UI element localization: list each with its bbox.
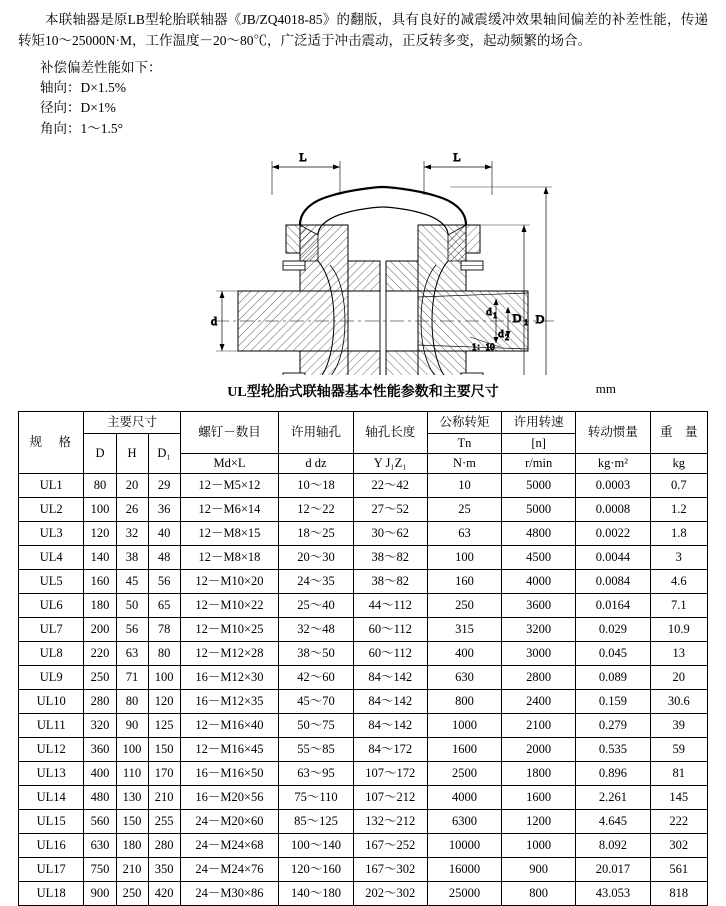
table-cell: 24－M24×76 <box>180 857 279 881</box>
table-cell: 170 <box>148 761 180 785</box>
table-cell: 560 <box>84 809 116 833</box>
table-cell: 360 <box>84 737 116 761</box>
table-cell: UL2 <box>19 497 84 521</box>
table-row <box>19 713 708 737</box>
table-cell: UL7 <box>19 617 84 641</box>
table-cell: 0.0044 <box>576 545 650 569</box>
table-cell: 84～172 <box>353 737 427 761</box>
header-D1: D₁ <box>148 433 180 473</box>
table-cell: 78 <box>148 617 180 641</box>
table-cell: 210 <box>116 857 148 881</box>
table-cell: 2400 <box>502 689 576 713</box>
header-rmin: r/min <box>502 453 576 473</box>
table-cell: 39 <box>650 713 707 737</box>
table-cell: 1800 <box>502 761 576 785</box>
table-cell: 25 <box>427 497 501 521</box>
table-cell: 132～212 <box>353 809 427 833</box>
table-cell: UL10 <box>19 689 84 713</box>
header-Tn: Tn <box>427 433 501 453</box>
parameters-table <box>18 411 708 906</box>
table-cell: 280 <box>148 833 180 857</box>
table-cell: 100 <box>148 665 180 689</box>
table-row <box>19 641 708 665</box>
header-MdL: Md×L <box>180 453 279 473</box>
table-cell: 48 <box>148 545 180 569</box>
table-cell: 38～50 <box>279 641 353 665</box>
table-cell: 100 <box>116 737 148 761</box>
table-cell: 180 <box>116 833 148 857</box>
table-cell: 160 <box>84 569 116 593</box>
table-cell: 630 <box>84 833 116 857</box>
table-cell: 60～112 <box>353 617 427 641</box>
table-cell: 7.1 <box>650 593 707 617</box>
table-cell: 32～48 <box>279 617 353 641</box>
table-cell: 30～62 <box>353 521 427 545</box>
table-row <box>19 857 708 881</box>
table-row <box>19 737 708 761</box>
table-cell: 1200 <box>502 809 576 833</box>
table-cell: 900 <box>502 857 576 881</box>
table-cell: UL1 <box>19 473 84 497</box>
table-cell: 12－M10×22 <box>180 593 279 617</box>
table-cell: 255 <box>148 809 180 833</box>
svg-text:1：10: 1：10 <box>472 341 495 352</box>
table-cell: 0.535 <box>576 737 650 761</box>
table-row <box>19 497 708 521</box>
table-cell: 107～172 <box>353 761 427 785</box>
table-row <box>19 617 708 641</box>
table-cell: 40 <box>148 521 180 545</box>
svg-text:d: d <box>211 313 217 328</box>
table-cell: 5000 <box>502 497 576 521</box>
table-cell: 630 <box>427 665 501 689</box>
table-row <box>19 761 708 785</box>
table-cell: 65 <box>148 593 180 617</box>
table-cell: 120 <box>148 689 180 713</box>
table-row <box>19 569 708 593</box>
table-caption <box>0 381 726 401</box>
table-row <box>19 809 708 833</box>
table-cell: 150 <box>148 737 180 761</box>
table-cell: 27～52 <box>353 497 427 521</box>
table-cell: 45～70 <box>279 689 353 713</box>
table-cell: 30.6 <box>650 689 707 713</box>
header-screw: 螺钉－数目 <box>180 411 279 453</box>
spec-radial: 径向：D×1% <box>40 100 116 116</box>
table-row <box>19 665 708 689</box>
table-cell: 561 <box>650 857 707 881</box>
table-cell: 818 <box>650 881 707 905</box>
table-cell: 0.089 <box>576 665 650 689</box>
table-row <box>19 545 708 569</box>
table-cell: 167～252 <box>353 833 427 857</box>
table-cell: 110 <box>116 761 148 785</box>
table-cell: 10000 <box>427 833 501 857</box>
table-cell: UL5 <box>19 569 84 593</box>
table-body <box>19 473 708 905</box>
table-cell: UL17 <box>19 857 84 881</box>
header-inertia: 转动惯量 <box>576 411 650 453</box>
header-d-dz: d dz <box>279 453 353 473</box>
table-row <box>19 473 708 497</box>
caption-title: UL型轮胎式联轴器基本性能参数和主要尺寸 <box>227 384 499 400</box>
table-cell: 20～30 <box>279 545 353 569</box>
table-cell: 29 <box>148 473 180 497</box>
table-cell: 130 <box>116 785 148 809</box>
table-cell: 3000 <box>502 641 576 665</box>
table-cell: 12－M16×45 <box>180 737 279 761</box>
svg-text:1: 1 <box>524 317 528 327</box>
table-cell: 42～60 <box>279 665 353 689</box>
table-cell: 400 <box>427 641 501 665</box>
intro-section <box>0 0 726 52</box>
table-cell: 63 <box>427 521 501 545</box>
table-cell: 1.8 <box>650 521 707 545</box>
table-cell: 120～160 <box>279 857 353 881</box>
table-cell: 0.279 <box>576 713 650 737</box>
table-cell: 80 <box>84 473 116 497</box>
table-cell: 480 <box>84 785 116 809</box>
header-L-sub: Y J₁Z₁ <box>353 453 427 473</box>
table-cell: 210 <box>148 785 180 809</box>
table-cell: UL13 <box>19 761 84 785</box>
table-cell: 80 <box>116 689 148 713</box>
table-cell: 0.0003 <box>576 473 650 497</box>
table-cell: 38～82 <box>353 569 427 593</box>
table-cell: 0.0022 <box>576 521 650 545</box>
table-cell: 2500 <box>427 761 501 785</box>
table-cell: 8.092 <box>576 833 650 857</box>
table-cell: 24－M30×86 <box>180 881 279 905</box>
table-cell: 2000 <box>502 737 576 761</box>
table-cell: 0.045 <box>576 641 650 665</box>
header-bore: 许用轴孔 <box>279 411 353 453</box>
caption-unit: mm <box>595 380 616 396</box>
table-cell: 0.029 <box>576 617 650 641</box>
table-cell: 84～142 <box>353 689 427 713</box>
table-cell: 10.9 <box>650 617 707 641</box>
table-cell: 420 <box>148 881 180 905</box>
table-cell: 1000 <box>427 713 501 737</box>
table-cell: 16－M16×50 <box>180 761 279 785</box>
specs-title: 补偿偏差性能如下： <box>40 59 162 75</box>
table-cell: 222 <box>650 809 707 833</box>
table-cell: 4800 <box>502 521 576 545</box>
table-cell: 4000 <box>502 569 576 593</box>
table-cell: 60～112 <box>353 641 427 665</box>
table-cell: 280 <box>84 689 116 713</box>
table-cell: UL18 <box>19 881 84 905</box>
table-cell: 12－M10×25 <box>180 617 279 641</box>
svg-text:L: L <box>299 149 307 164</box>
table-cell: 12－M12×28 <box>180 641 279 665</box>
table-cell: 100～140 <box>279 833 353 857</box>
table-cell: 12－M8×15 <box>180 521 279 545</box>
table-cell: 800 <box>427 689 501 713</box>
table-cell: 10～18 <box>279 473 353 497</box>
spec-axial: 轴向：D×1.5% <box>40 80 126 96</box>
table-cell: 6300 <box>427 809 501 833</box>
table-cell: 0.0008 <box>576 497 650 521</box>
table-cell: 10 <box>427 473 501 497</box>
table-cell: 140～180 <box>279 881 353 905</box>
table-row <box>19 881 708 905</box>
table-cell: 0.896 <box>576 761 650 785</box>
table-cell: 0.7 <box>650 473 707 497</box>
table-cell: 750 <box>84 857 116 881</box>
table-cell: 32 <box>116 521 148 545</box>
table-cell: 1600 <box>427 737 501 761</box>
table-cell: 150 <box>116 809 148 833</box>
table-cell: 45 <box>116 569 148 593</box>
table-cell: 250 <box>116 881 148 905</box>
table-cell: 12－M6×14 <box>180 497 279 521</box>
table-cell: 250 <box>427 593 501 617</box>
table-cell: 1.2 <box>650 497 707 521</box>
svg-text:2: 2 <box>505 332 509 342</box>
header-kgm2: kg·m² <box>576 453 650 473</box>
table-cell: 44～112 <box>353 593 427 617</box>
header-bore-len: 轴孔长度 <box>353 411 427 453</box>
header-kg: kg <box>650 453 707 473</box>
table-cell: UL11 <box>19 713 84 737</box>
table-cell: UL12 <box>19 737 84 761</box>
table-cell: 80 <box>148 641 180 665</box>
table-cell: 85～125 <box>279 809 353 833</box>
table-cell: 84～142 <box>353 713 427 737</box>
table-cell: 900 <box>84 881 116 905</box>
table-cell: 25000 <box>427 881 501 905</box>
table-cell: 75～110 <box>279 785 353 809</box>
spec-angular: 角向：1～1.5° <box>40 120 124 136</box>
table-cell: 71 <box>116 665 148 689</box>
table-cell: 20 <box>650 665 707 689</box>
svg-text:d: d <box>498 327 504 340</box>
table-cell: 220 <box>84 641 116 665</box>
table-cell: 43.053 <box>576 881 650 905</box>
table-cell: 145 <box>650 785 707 809</box>
table-cell: 2800 <box>502 665 576 689</box>
table-cell: 18～25 <box>279 521 353 545</box>
header-speed: 许用转速 <box>502 411 576 433</box>
table-cell: 3600 <box>502 593 576 617</box>
table-cell: 38 <box>116 545 148 569</box>
table-cell: 5000 <box>502 473 576 497</box>
table-cell: 26 <box>116 497 148 521</box>
table-cell: 3 <box>650 545 707 569</box>
table-cell: 84～142 <box>353 665 427 689</box>
table-cell: UL9 <box>19 665 84 689</box>
table-cell: 12～22 <box>279 497 353 521</box>
table-cell: 16000 <box>427 857 501 881</box>
table-cell: 320 <box>84 713 116 737</box>
table-cell: UL14 <box>19 785 84 809</box>
table-cell: 4.645 <box>576 809 650 833</box>
table-cell: 400 <box>84 761 116 785</box>
header-weight: 重 量 <box>650 411 707 453</box>
table-cell: UL3 <box>19 521 84 545</box>
table-cell: 4500 <box>502 545 576 569</box>
table-cell: 24－M20×60 <box>180 809 279 833</box>
table-cell: 16－M12×35 <box>180 689 279 713</box>
table-cell: 100 <box>84 497 116 521</box>
table-cell: 63～95 <box>279 761 353 785</box>
table-cell: 180 <box>84 593 116 617</box>
table-row <box>19 785 708 809</box>
table-cell: 3200 <box>502 617 576 641</box>
header-H: H <box>116 433 148 473</box>
table-cell: 50～75 <box>279 713 353 737</box>
table-cell: UL4 <box>19 545 84 569</box>
table-cell: 1000 <box>502 833 576 857</box>
table-cell: 55～85 <box>279 737 353 761</box>
header-torque: 公称转矩 <box>427 411 501 433</box>
table-row <box>19 689 708 713</box>
table-cell: 22～42 <box>353 473 427 497</box>
table-cell: 81 <box>650 761 707 785</box>
table-cell: 0.0084 <box>576 569 650 593</box>
svg-text:L: L <box>453 149 461 164</box>
table-cell: 315 <box>427 617 501 641</box>
svg-text:d: d <box>486 305 492 318</box>
header-main-dim: 主要尺寸 <box>84 411 180 433</box>
table-cell: 0.0164 <box>576 593 650 617</box>
table-cell: 200 <box>84 617 116 641</box>
table-cell: 2.261 <box>576 785 650 809</box>
table-cell: 125 <box>148 713 180 737</box>
header-Nm: N·m <box>427 453 501 473</box>
table-cell: 59 <box>650 737 707 761</box>
header-n: [n] <box>502 433 576 453</box>
table-cell: 0.159 <box>576 689 650 713</box>
table-cell: 63 <box>116 641 148 665</box>
table-cell: 167～302 <box>353 857 427 881</box>
table-cell: 140 <box>84 545 116 569</box>
table-cell: 25～40 <box>279 593 353 617</box>
table-cell: UL8 <box>19 641 84 665</box>
table-cell: 20 <box>116 473 148 497</box>
table-cell: 250 <box>84 665 116 689</box>
table-cell: 38～82 <box>353 545 427 569</box>
table-cell: 56 <box>116 617 148 641</box>
table-cell: 13 <box>650 641 707 665</box>
svg-text:D: D <box>512 310 522 325</box>
table-cell: 20.017 <box>576 857 650 881</box>
header-D: D <box>84 433 116 473</box>
table-cell: 16－M12×30 <box>180 665 279 689</box>
table-cell: UL15 <box>19 809 84 833</box>
table-cell: 12－M8×18 <box>180 545 279 569</box>
table-cell: 56 <box>148 569 180 593</box>
table-cell: 2100 <box>502 713 576 737</box>
table-cell: 107～212 <box>353 785 427 809</box>
table-cell: 4.6 <box>650 569 707 593</box>
table-cell: UL6 <box>19 593 84 617</box>
table-cell: 100 <box>427 545 501 569</box>
table-cell: 50 <box>116 593 148 617</box>
table-cell: 160 <box>427 569 501 593</box>
table-cell: 1600 <box>502 785 576 809</box>
table-cell: 302 <box>650 833 707 857</box>
table-cell: 4000 <box>427 785 501 809</box>
table-row <box>19 521 708 545</box>
svg-text:D: D <box>535 311 545 326</box>
coupling-drawing <box>0 75 726 375</box>
table-cell: UL16 <box>19 833 84 857</box>
table-cell: 800 <box>502 881 576 905</box>
table-cell: 24－M24×68 <box>180 833 279 857</box>
table-cell: 12－M16×40 <box>180 713 279 737</box>
table-cell: 16－M20×56 <box>180 785 279 809</box>
table-cell: 90 <box>116 713 148 737</box>
table-cell: 120 <box>84 521 116 545</box>
svg-text:1: 1 <box>493 310 497 320</box>
table-cell: 24～35 <box>279 569 353 593</box>
table-row <box>19 593 708 617</box>
table-cell: 12－M10×20 <box>180 569 279 593</box>
intro-paragraph: 本联轴器是原LB型轮胎联轴器《JB/ZQ4018-85》的翻版，具有良好的减震缓冲效果轴间偏差的补差性能，传递转矩10～25000N·M，工作温度－20～80℃，广泛适于冲击震动，正反转多变，起动频繁的场合。 <box>18 12 708 48</box>
header-spec: 规 格 <box>19 411 84 473</box>
table-cell: 36 <box>148 497 180 521</box>
table-cell: 12－M5×12 <box>180 473 279 497</box>
table-cell: 350 <box>148 857 180 881</box>
table-cell: 202～302 <box>353 881 427 905</box>
table-row <box>19 833 708 857</box>
